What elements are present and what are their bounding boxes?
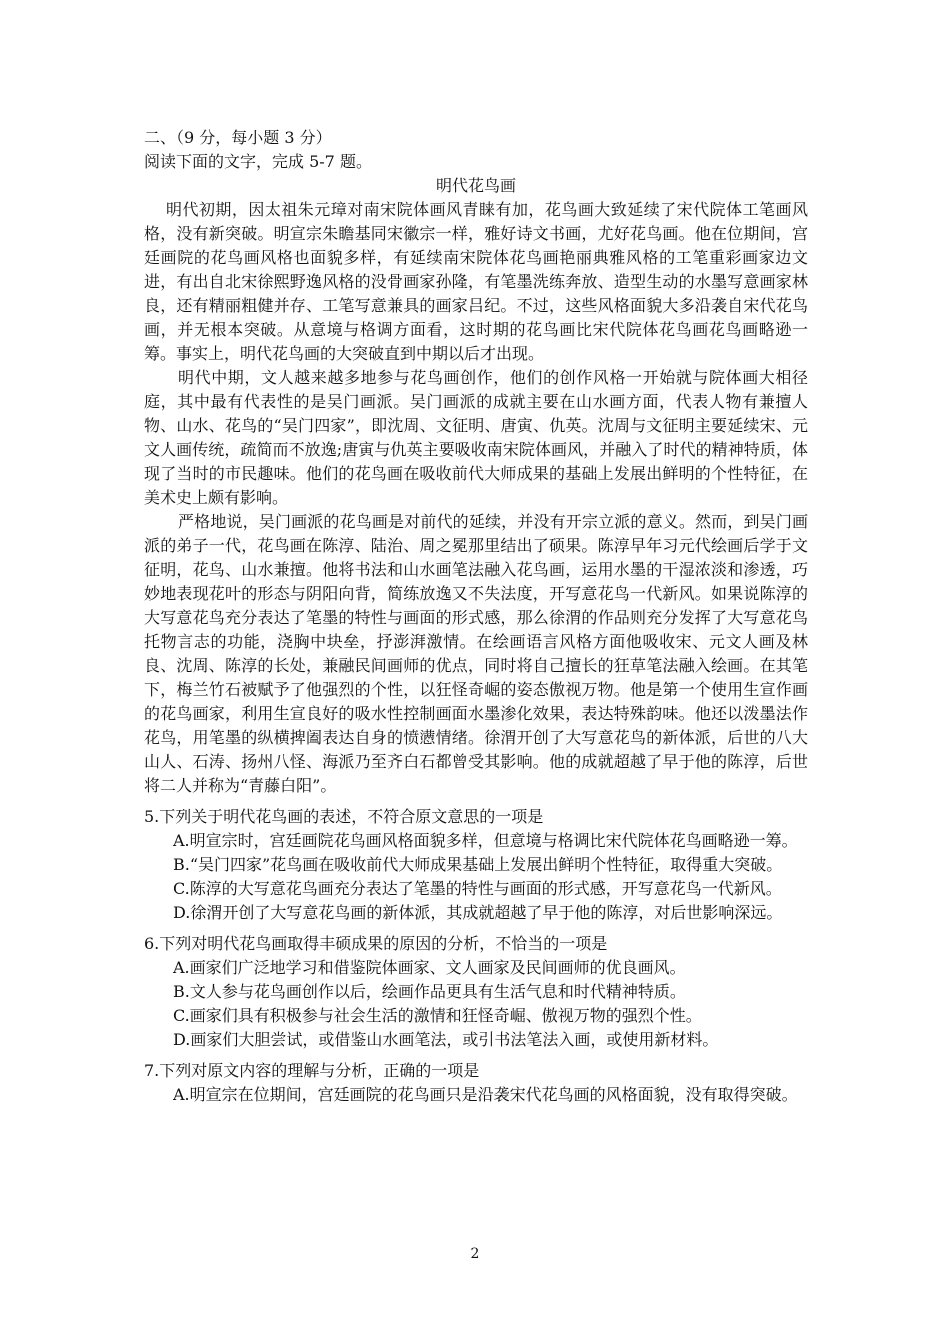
- question-stem: 5.下列关于明代花鸟画的表述，不符合原文意思的一项是: [144, 807, 544, 826]
- page-number: 2: [470, 1246, 480, 1262]
- article-paragraph-1: 明代初期，因太祖朱元璋对南宋院体画风青睐有加，花鸟画大致延续了宋代院体工笔画风格，没有新突破。明宣宗朱瞻基同宋徽宗一样，雅好诗文书画，尤好花鸟画。他在位期间，宫廷画院的花鸟画风格也面貌多样，有延续南宋院体花鸟画艳丽典雅风格的工笔重彩画家边文进，有出自北宋徐熙野逸风格的没骨画家孙隆，有笔墨洗练奔放、造型生动的水墨写意画家林良，还有精丽粗健并存、工笔写意兼具的画家吕纪。不过，这些风格面貌大多沿袭自宋代花鸟画，并无根本突破。从意境与格调方面看，这时期的花鸟画比宋代院体花鸟画花鸟画略逊一筹。事实上，明代花鸟画的大突破直到中期以后才出现。: [144, 200, 808, 363]
- question-option: D.画家们大胆尝试，或借鉴山水画笔法，或引书法笔法入画，或使用新材料。: [173, 1030, 719, 1049]
- question-7: [144, 1059, 808, 1107]
- exam-page: [144, 126, 808, 1107]
- question-5: [144, 805, 808, 925]
- article-title: 明代花鸟画: [435, 176, 516, 195]
- question-option: A.明宣宗时，宫廷画院花鸟画风格面貌多样，但意境与格调比宋代院体花鸟画略逊一筹。: [173, 831, 798, 850]
- question-stem: 7.下列对原文内容的理解与分析，正确的一项是: [144, 1061, 480, 1080]
- question-6: [144, 932, 808, 1052]
- question-option: A.明宣宗在位期间，宫廷画院的花鸟画只是沿袭宋代花鸟画的风格面貌，没有取得突破。: [173, 1085, 798, 1104]
- section-heading: 二、（9 分，每小题 3 分）: [144, 128, 332, 147]
- question-option: B.文人参与花鸟画创作以后，绘画作品更具有生活气息和时代精神特质。: [173, 982, 686, 1001]
- article-paragraph-3: 严格地说，吴门画派的花鸟画是对前代的延续，并没有开宗立派的意义。然而，到吴门画派的弟子一代，花鸟画在陈淳、陆治、周之冕那里结出了硕果。陈淳早年习元代绘画后学于文征明，花鸟、山水兼擅。他将书法和山水画笔法融入花鸟画，运用水墨的干湿浓淡和渗透，巧妙地表现花叶的形态与阴阳向背，简练放逸又不失法度，开写意花鸟一代新风。如果说陈淳的大写意花鸟充分表达了笔墨的特性与画面的形式感，那么徐渭的作品则充分发挥了大写意花鸟托物言志的功能，浇胸中块垒，抒澎湃激情。在绘画语言风格方面他吸收宋、元文人画及林良、沈周、陈淳的长处，兼融民间画师的优点，同时将自己擅长的狂草笔法融入绘画。在其笔下，梅兰竹石被赋予了他强烈的个性，以狂怪奇崛的姿态傲视万物。他是第一个使用生宣作画的花鸟画家，利用生宣良好的吸水性控制画面水墨渗化效果，表达特殊韵味。他还以泼墨法作花鸟，用笔墨的纵横捭阖表达自身的愤懑情绪。徐渭开创了大写意花鸟的新体派，后世的八大山人、石涛、扬州八怪、海派乃至齐白石都曾受其影响。他的成就超越了早于他的陈淳，后世将二人并称为“青藤白阳”。: [144, 512, 808, 795]
- question-option: A.画家们广泛地学习和借鉴院体画家、文人画家及民间画师的优良画风。: [173, 958, 686, 977]
- article-paragraph-2: 明代中期，文人越来越多地参与花鸟画创作，他们的创作风格一开始就与院体画大相径庭，其中最有代表性的是吴门画派。吴门画派的成就主要在山水画方面，代表人物有兼擅人物、山水、花鸟的“吴门四家”，即沈周、文征明、唐寅、仇英。沈周与文征明主要延续宋、元文人画传统，疏简而不放逸;唐寅与仇英主要吸收南宋院体画风，并融入了时代的精神特质，体现了当时的市民趣味。他们的花鸟画在吸收前代大师成果的基础上发展出鲜明的个性特征，在美术史上颇有影响。: [144, 368, 808, 507]
- question-stem: 6.下列对明代花鸟画取得丰硕成果的原因的分析，不恰当的一项是: [144, 934, 608, 953]
- question-option: C.画家们具有积极参与社会生活的激情和狂怪奇崛、傲视万物的强烈个性。: [173, 1006, 702, 1025]
- question-option: D.徐渭开创了大写意花鸟画的新体派，其成就超越了早于他的陈淳，对后世影响深远。: [173, 903, 783, 922]
- section-instruction: 阅读下面的文字，完成 5-7 题。: [144, 152, 372, 171]
- question-option: C.陈淳的大写意花鸟画充分表达了笔墨的特性与画面的形式感，开写意花鸟一代新风。: [173, 879, 782, 898]
- question-option: B.“吴门四家”花鸟画在吸收前代大师成果基础上发展出鲜明个性特征，取得重大突破。: [173, 855, 783, 874]
